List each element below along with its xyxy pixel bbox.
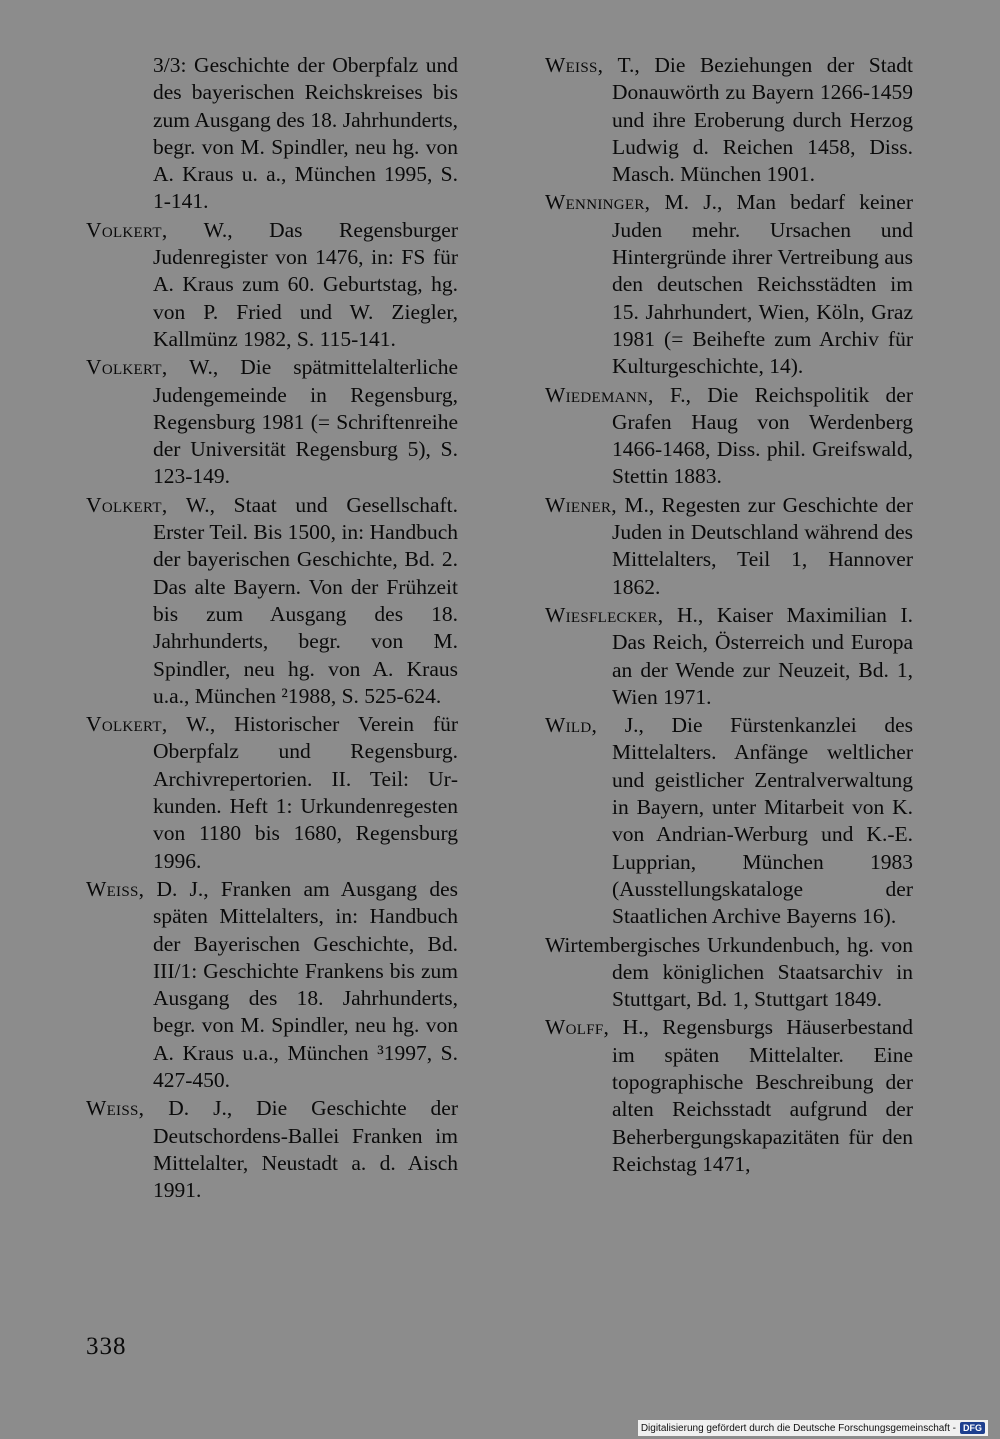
entry-author: Weiss,: [545, 53, 604, 77]
entry-text: W., Das Regensburger Judenregister von 1476, in: FS für A. Kraus zum 60. Geburtstag, hg. von P. Fried und W. Ziegler, Kallmünz 1982, S. 115-141.: [153, 217, 458, 351]
entry-text: Wirtembergisches Urkundenbuch, hg. von dem königlichen Staatsarchiv in Stuttgart, Bd. 1, Stuttgart 1849.: [545, 932, 913, 1012]
entry-author: Wolff,: [545, 1015, 610, 1040]
bibliography-entry: [86, 492, 458, 710]
entry-text: W., Die spätmittelalterliche Judengemeinde in Regensburg, Regensburg 1981 (= Schriftenreihe der Universität Regensburg 5), S. 123-149.: [153, 355, 458, 489]
bibliography-entry: [86, 52, 458, 216]
entry-text: W., Staat und Gesellschaft. Erster Teil. Bis 1500, in: Handbuch der bayerischen Geschichte, Bd. 2. Das alte Bayern. Von der Frühzeit bis zum Ausgang des 18. Jahrhunderts, begr. von M. Spindler, neu hg. von A. Kraus u.a., München ²1988, S. 525-624.: [153, 492, 458, 708]
entry-text: D. J., Franken am Ausgang des späten Mittelalters, in: Handbuch der Bayerischen Geschichte, Bd. III/1: Geschichte Frankens bis zum Ausgang des 18. Jahrhunderts, begr. von M. Spindler, neu hg. von A. Kraus u.a., München ³1997, S. 427-450.: [144, 876, 458, 1092]
entry-text: T., Die Beziehungen der Stadt Donauwörth zu Bayern 1266-1459 und ihre Eroberung durch Herzog Ludwig d. Reichen 1458, Diss. Masch. München 1901.: [603, 53, 913, 187]
footer-text: Digitalisierung gefördert durch die Deutsche Forschungsgemeinschaft -: [640, 1422, 956, 1434]
bibliography-entry: [86, 217, 458, 353]
bibliography-entry: [545, 712, 913, 930]
entry-text: 3/3: Geschichte der Oberpfalz und des bayerischen Reichskreises bis zum Ausgang des 18. Jahrhunderts, begr. von M. Spindler, neu hg. von A. Kraus u. a., München 1995, S. 1-141.: [153, 53, 458, 214]
bibliography-entry: [545, 932, 913, 1014]
left-column: [86, 52, 458, 1205]
entry-author: Volkert,: [86, 712, 168, 737]
bibliography-entry: [545, 492, 913, 601]
right-column: [545, 52, 913, 1179]
entry-text: M., Regesten zur Geschichte der Juden in Deutschland während des Mittelalters, Teil 1, Hannover 1862.: [612, 492, 913, 599]
entry-text: H., Kaiser Maximilian I. Das Reich, Österreich und Europa an der Wende zur Neuzeit, Bd. 1, Wien 1971.: [612, 602, 913, 709]
entry-text: F., Die Reichspolitik der Grafen Haug von Werdenberg 1466-1468, Diss. phil. Greifswald, Stettin 1883.: [612, 382, 913, 489]
bibliography-entry: [86, 1095, 458, 1204]
entry-author: Volkert,: [86, 217, 168, 242]
entry-author: Wild,: [545, 713, 598, 738]
bibliography-entry: [545, 189, 913, 380]
bibliography-entry: [545, 602, 913, 711]
entry-text: M. J., Man bedarf keiner Juden mehr. Ursachen und Hintergründe ihrer Vertreibung aus den deutschen Reichsstädten im 15. Jahrhundert, Wien, Köln, Graz 1981 (= Beihefte zum Archiv für Kulturgeschichte, 14).: [612, 190, 913, 379]
bibliography-entry: [86, 876, 458, 1094]
entry-text: D. J., Die Geschichte der Deutschordens-Ballei Franken im Mittelalter, Neustadt a. d. Aisch 1991.: [144, 1096, 458, 1203]
entry-text: W., Historischer Verein für Oberpfalz und Regensburg. Archivrepertorien. II. Teil: Urkunden. Heft 1: Urkundenregesten von 1180 bis 1680, Regensburg 1996.: [153, 712, 458, 873]
bibliography-entry: [86, 354, 458, 490]
dfg-logo: DFG: [960, 1422, 985, 1434]
page-number: 338: [86, 1333, 127, 1360]
digitization-footer: [638, 1420, 988, 1436]
entry-author: Volkert,: [86, 492, 168, 517]
bibliography-entry: [86, 711, 458, 875]
entry-author: Wiener,: [545, 492, 617, 517]
bibliography-entry: [545, 1014, 913, 1178]
entry-author: Wenninger,: [545, 190, 651, 215]
bibliography-entry: [545, 382, 913, 491]
entry-author: Weiss,: [86, 1096, 145, 1121]
entry-author: Wiesflecker,: [545, 602, 664, 627]
entry-author: Wiedemann,: [545, 382, 654, 407]
entry-author: Weiss,: [86, 876, 145, 901]
entry-text: H., Regensburgs Häuserbestand im späten Mittelalter. Eine topographische Beschreibung der alten Reichsstadt aufgrund der Beherbergungskapazitäten für den Reichstag 1471,: [609, 1015, 913, 1176]
bibliography-entry: [545, 52, 913, 188]
entry-text: J., Die Fürstenkanzlei des Mittelalters. Anfänge weltlicher und geistlicher Zentralverwaltung in Bayern, unter Mitarbeit von K. von Andrian-Werburg und K.-E. Lupprian, München 1983 (Ausstellungskataloge der Staatlichen Archive Bayerns 16).: [597, 713, 913, 929]
entry-author: Volkert,: [86, 355, 168, 380]
